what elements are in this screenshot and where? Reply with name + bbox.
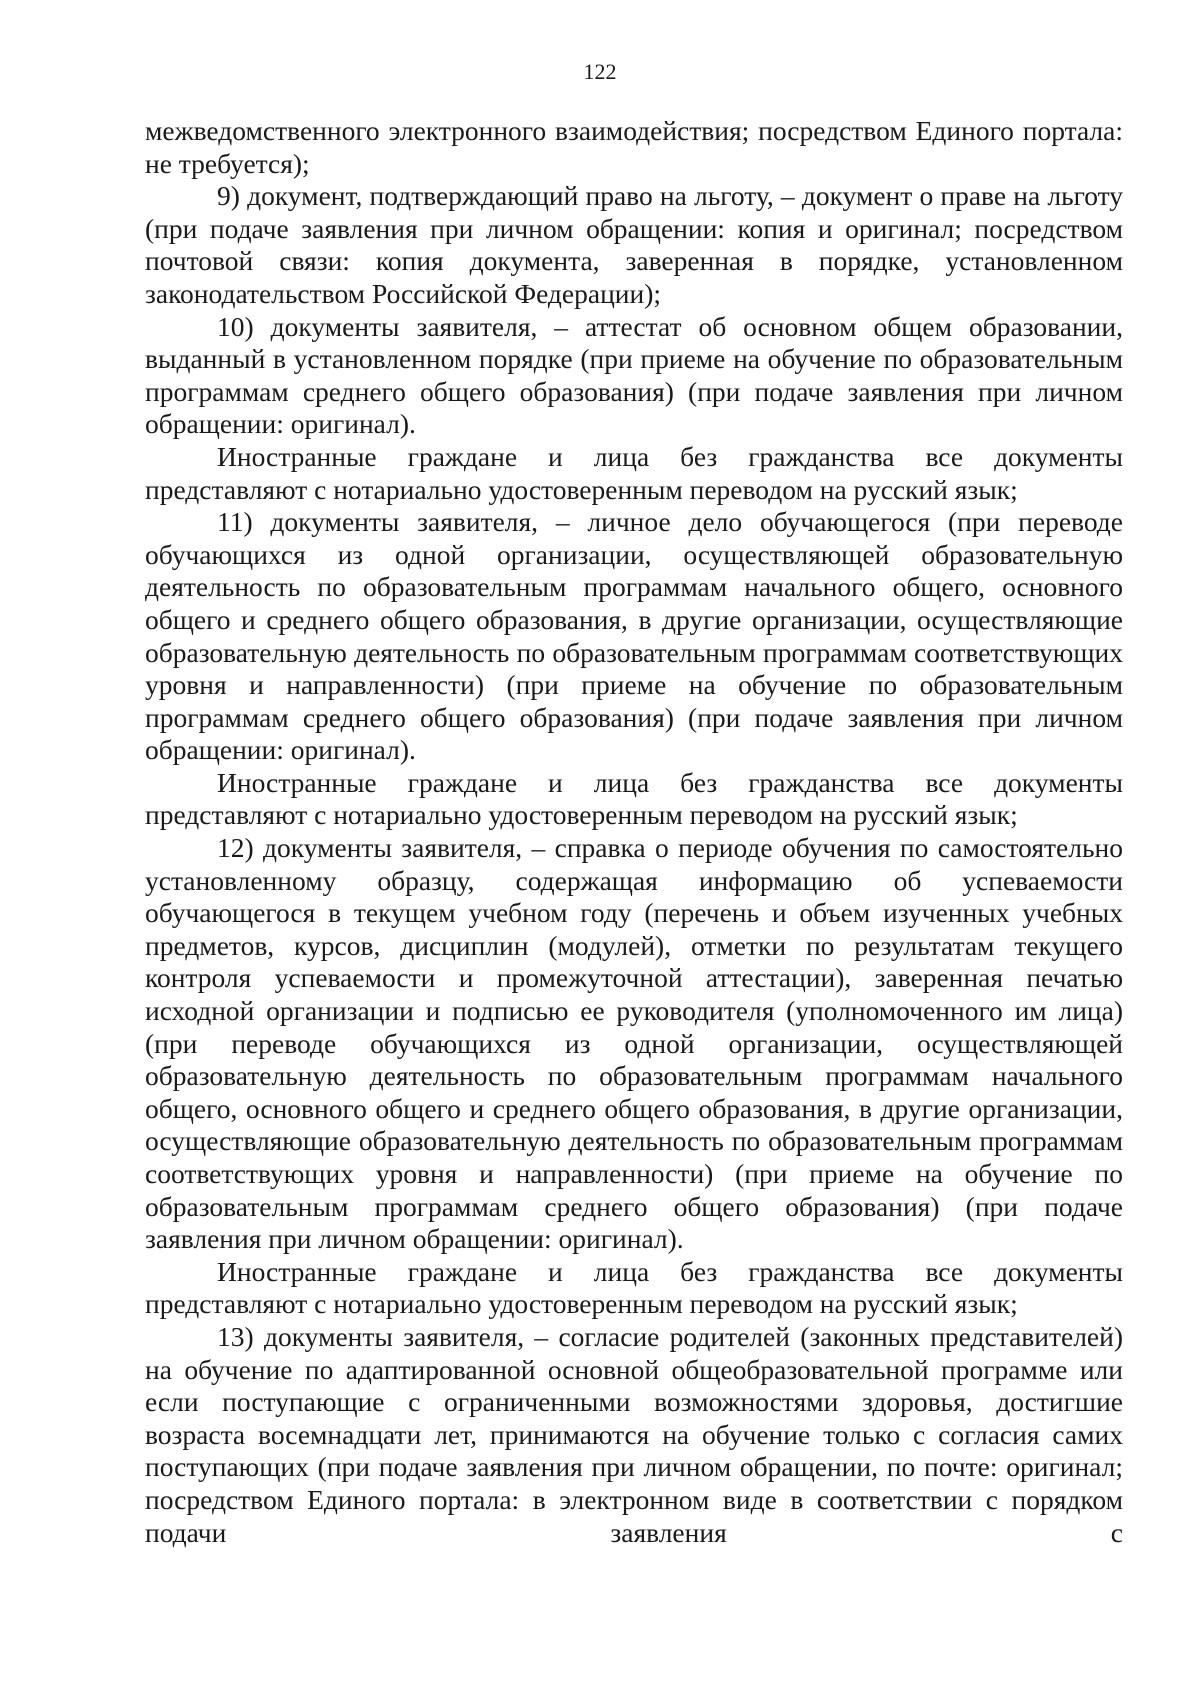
paragraph-item-12: 12) документы заявителя, – справка о периоде обучения по самостоятельно установленному образцу, содержащая информацию об успеваемости обучающегося в текущем учебном году (перечень и объем изученных учебных предметов, курсов, дисциплин (модулей), отметки по результатам текущего контроля успеваемости и промежуточной аттестации), заверенная печатью исходной организации и подписью ее руководителя (уполномоченного им лица) (при переводе обучающихся из одной организации, осуществляющей образовательную деятельность по образовательным программам начального общего, основного общего и среднего общего образования, в другие организации, осуществляющие образовательную деятельность по образовательным программам соответствующих уровня и направленности) (при приеме на обучение по образовательным программам среднего общего образования) (при подаче заявления при личном обращении: оригинал). — [145, 832, 1123, 1255]
paragraph-item-13: 13) документы заявителя, – согласие родителей (законных представителей) на обучение по адаптированной основной общеобразовательной программе или если поступающие с ограниченными возможностями здоровья, достигшие возраста восемнадцати лет, принимаются на обучение только с согласия самих поступающих (при подаче заявления при личном обращении, по почте: оригинал; посредством Единого портала: в электронном виде в соответствии с порядком подачи заявления с — [145, 1320, 1123, 1548]
paragraph-continuation: межведомственного электронного взаимодействия; посредством Единого портала: не требуется); — [145, 115, 1123, 179]
paragraph-foreign-citizens-note: Иностранные граждане и лица без гражданства все документы представляют с нотариально удостоверенным переводом на русский язык; — [145, 766, 1123, 831]
paragraph-foreign-citizens-note: Иностранные граждане и лица без гражданства все документы представляют с нотариально удостоверенным переводом на русский язык; — [145, 440, 1123, 505]
page-number: 122 — [583, 59, 617, 84]
paragraph-foreign-citizens-note: Иностранные граждане и лица без гражданства все документы представляют с нотариально удостоверенным переводом на русский язык; — [145, 1255, 1123, 1320]
document-body — [145, 115, 1123, 1549]
paragraph-item-10: 10) документы заявителя, – аттестат об основном общем образовании, выданный в установленном порядке (при приеме на обучение по образовательным программам среднего общего образования) (при подаче заявления при личном обращении: оригинал). — [145, 310, 1123, 440]
paragraph-item-11: 11) документы заявителя, – личное дело обучающегося (при переводе обучающихся из одной организации, осуществляющей образовательную деятельность по образовательным программам начального общего, основного общего и среднего общего образования, в другие организации, осуществляющие образовательную деятельность по образовательным программам соответствующих уровня и направленности) (при приеме на обучение по образовательным программам среднего общего образования) (при подаче заявления при личном обращении: оригинал). — [145, 506, 1123, 766]
paragraph-item-9: 9) документ, подтверждающий право на льготу, – документ о праве на льготу (при подаче заявления при личном обращении: копия и оригинал; посредством почтовой связи: копия документа, заверенная в порядке, установленном законодательством Российской Федерации); — [145, 180, 1123, 309]
